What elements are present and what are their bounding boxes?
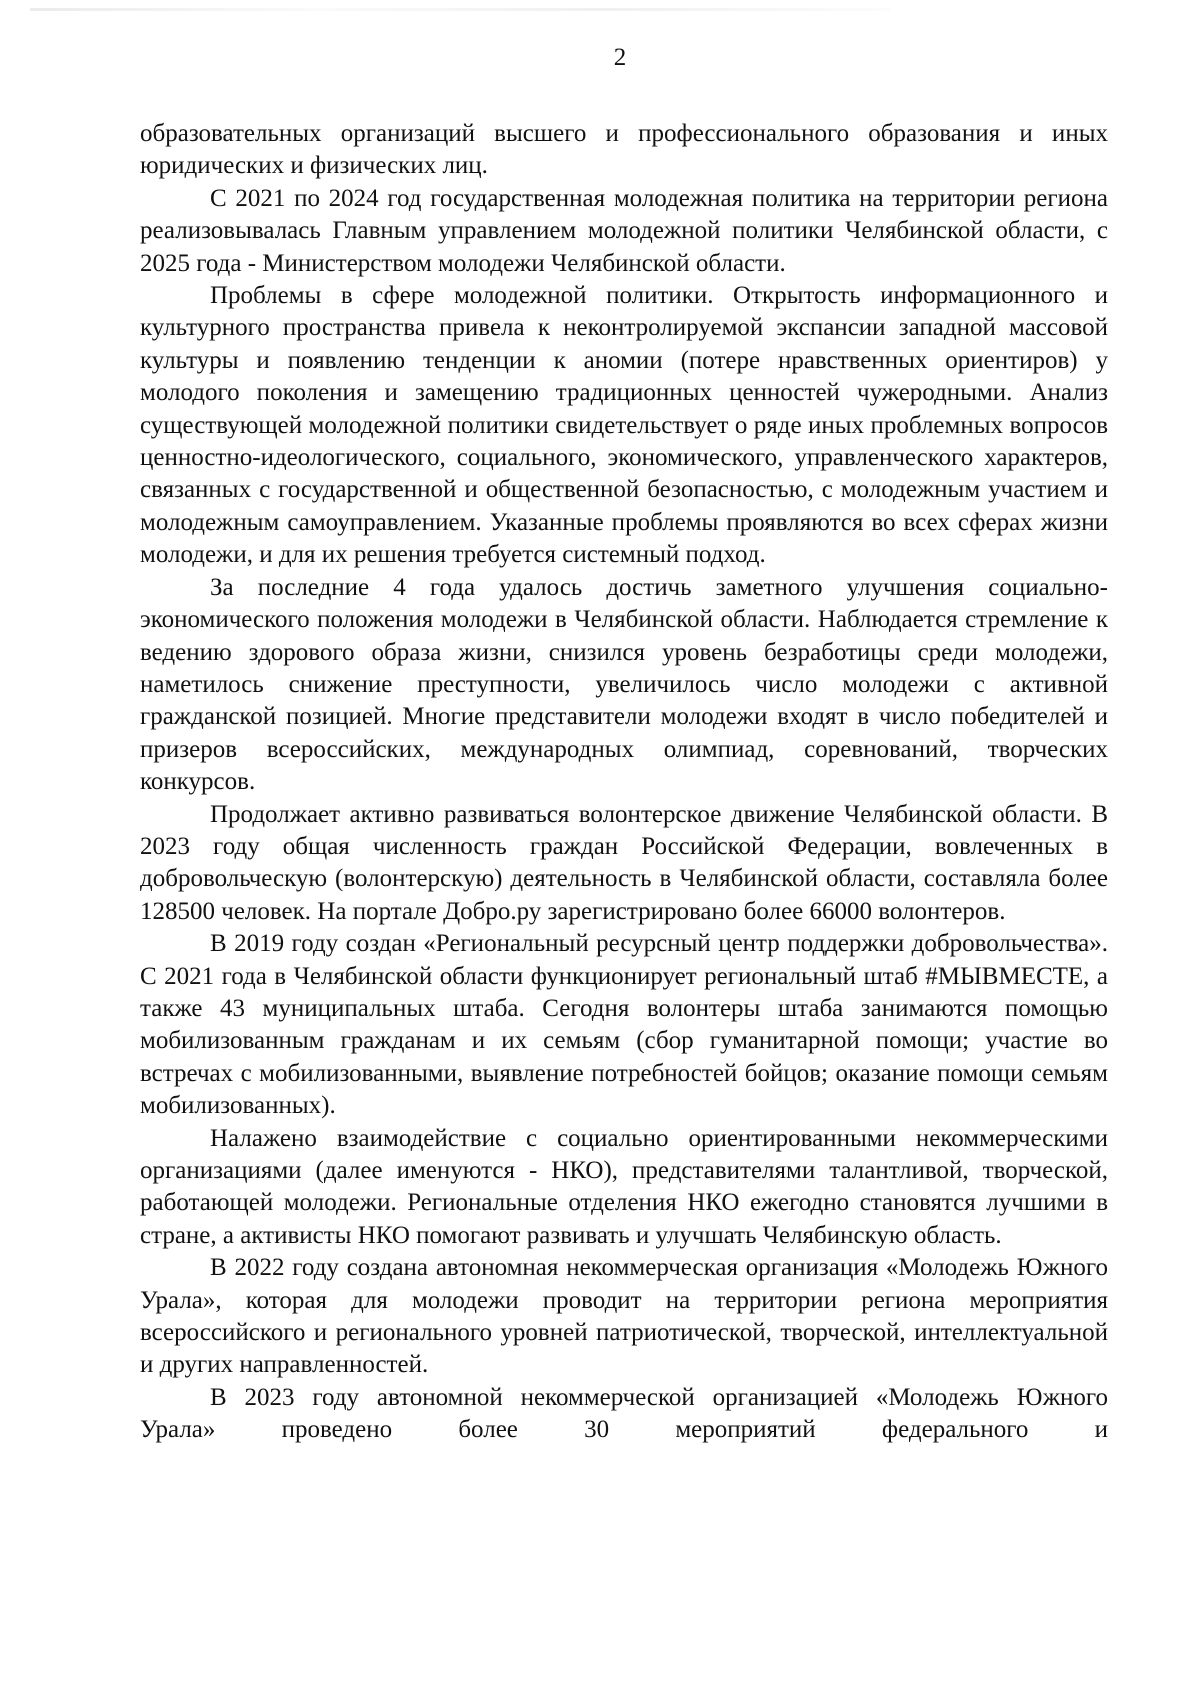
paragraph: В 2022 году создана автономная некоммерческая организация «Молодежь Южного Урала», которая для молодежи проводит на территории региона мероприятия всероссийского и регионального уровней патриотической, творческой, интеллектуальной и других направленностей. bbox=[140, 1254, 1108, 1379]
paragraph: За последние 4 года удалось достичь заметного улучшения социально-экономического положения молодежи в Челябинской области. Наблюдается стремление к ведению здорового образа жизни, снизился уровень безработицы среди молодежи, наметилось снижение преступности, увеличилось число молодежи с активной гражданской позицией. Многие представители молодежи входят в число победителей и призеров всероссийских, международных олимпиад, соревнований, творческих конкурсов. bbox=[140, 573, 1108, 796]
scan-edge-artifact bbox=[30, 8, 890, 11]
paragraph: Проблемы в сфере молодежной политики. Открытость информационного и культурного пространства привела к неконтролируемой экспансии западной массовой культуры и появлению тенденции к аномии (потере нравственных ориентиров) у молодого поколения и замещению традиционных ценностей чужеродными. Анализ существующей молодежной политики свидетельствует о ряде иных проблемных вопросов ценностно-идеологического, социального, экономического, управленческого характеров, связанных с государственной и общественной безопасностью, с молодежным участием и молодежным самоуправлением. Указанные проблемы проявляются во всех сферах жизни молодежи, и для их решения требуется системный подход. bbox=[140, 282, 1108, 569]
document-body bbox=[140, 118, 1108, 1447]
paragraph-continuation: образовательных организаций высшего и профессионального образования и иных юридических и физических лиц. bbox=[140, 120, 1108, 180]
paragraph: В 2019 году создан «Региональный ресурсный центр поддержки добровольчества». С 2021 года в Челябинской области функционирует региональный штаб #МЫВМЕСТЕ, а также 43 муниципальных штаба. Сегодня волонтеры штаба занимаются помощью мобилизованным гражданам и их семьям (сбор гуманитарной помощи; участие во встречах с мобилизованными, выявление потребностей бойцов; оказание помощи семьям мобилизованных). bbox=[140, 930, 1108, 1120]
page-number: 2 bbox=[613, 44, 627, 71]
paragraph: С 2021 по 2024 год государственная молодежная политика на территории региона реализовывалась Главным управлением молодежной политики Челябинской области, с 2025 года - Министерством молодежи Челябинской области. bbox=[140, 184, 1108, 277]
paragraph-continues-next-page: В 2023 году автономной некоммерческой организацией «Молодежь Южного Урала» проведено более 30 мероприятий федерального и bbox=[140, 1383, 1108, 1444]
paragraph: Налажено взаимодействие с социально ориентированными некоммерческими организациями (далее именуются - НКО), представителями талантливой, творческой, работающей молодежи. Региональные отделения НКО ежегодно становятся лучшими в стране, а активисты НКО помогают развивать и улучшать Челябинскую область. bbox=[140, 1124, 1108, 1249]
paragraph: Продолжает активно развиваться волонтерское движение Челябинской области. В 2023 году общая численность граждан Российской Федерации, вовлеченных в добровольческую (волонтерскую) деятельность в Челябинской области, составляла более 128500 человек. На портале Добро.ру зарегистрировано более 66000 волонтеров. bbox=[140, 800, 1108, 925]
